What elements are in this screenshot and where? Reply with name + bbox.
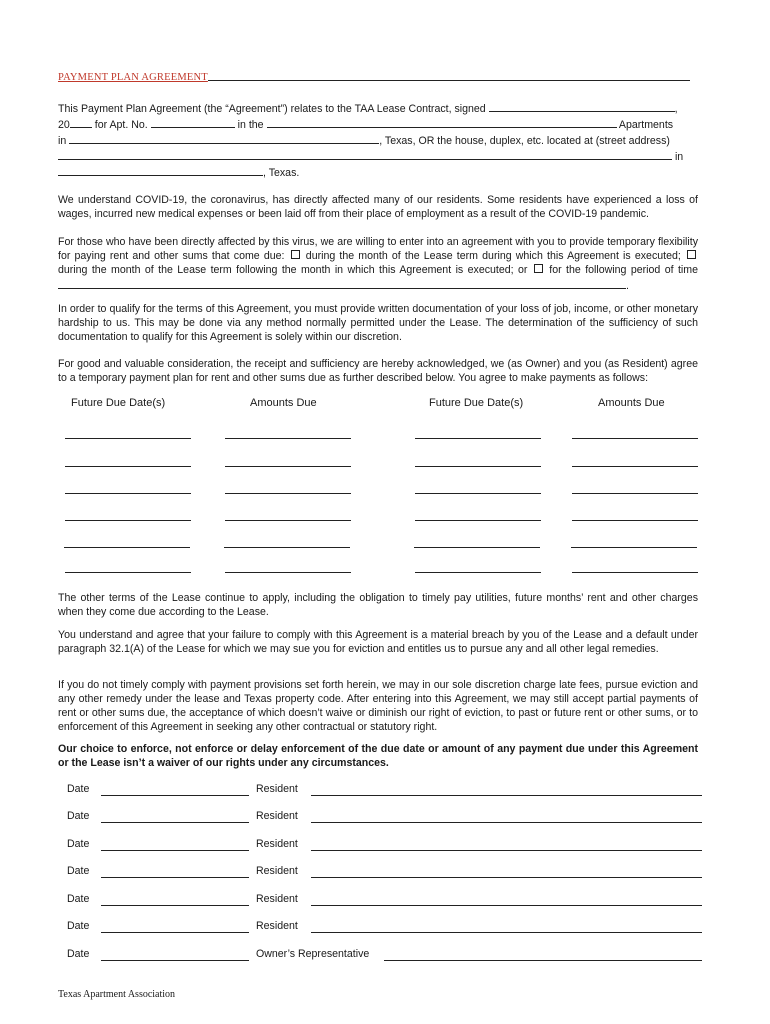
title-row — [58, 72, 690, 83]
texas-label: , Texas. — [263, 167, 300, 179]
signature-row — [67, 838, 692, 854]
due-date-field[interactable] — [65, 466, 191, 467]
texas-house-text: , Texas, OR the house, duplex, etc. located at (street address) — [379, 135, 670, 147]
due-date-field[interactable] — [415, 466, 541, 467]
apt-no-label: for Apt. No. — [94, 119, 148, 131]
intro-line-3 — [58, 132, 670, 148]
signature-field[interactable] — [311, 850, 702, 851]
party-label: Resident — [256, 810, 298, 822]
amount-field[interactable] — [224, 547, 350, 548]
city-field-2[interactable] — [58, 164, 263, 176]
due-date-field[interactable] — [65, 438, 191, 439]
date-label: Date — [67, 865, 90, 877]
due-date-field[interactable] — [415, 493, 541, 494]
terms-paragraph: The other terms of the Lease continue to apply, including the obligation to timely pay utilities, future months’ rent and other charges when they come due according to the Lease. — [58, 592, 698, 618]
breach-paragraph: You understand and agree that your failure to comply with this Agreement is a material breach by you of the Lease and a default under paragraph 32.1(A) of the Lease for which we may sue you for eviction and entitles us to pursue any and all other legal remedies. — [58, 629, 698, 655]
due-date-field[interactable] — [415, 520, 541, 521]
owner-representative-label: Owner’s Representative — [256, 948, 370, 960]
failure-paragraph: If you do not timely comply with payment provisions set forth herein, we may in our sole discretion charge late fees, pursue eviction and any other remedy under the lease and Texas property code. After entering into this Agreement, we may still accept partial payments of rent or other sums due, the acceptance of which doesn’t waive or diminish our right of eviction, to past or future rent or other sums, or to enforcement of this Agreement in seeking any other contractual or statutory right. — [58, 679, 698, 733]
col-header-future-due-1: Future Due Date(s) — [71, 397, 166, 409]
date-field[interactable] — [101, 822, 249, 823]
party-label: Resident — [256, 920, 298, 932]
period-end: . — [626, 280, 629, 292]
affected-text-c: during the month of the Lease term following the month in which this Agreement is executed; or — [58, 264, 528, 276]
checkbox-following-month[interactable] — [687, 250, 696, 259]
title-rule — [208, 80, 690, 81]
signature-field[interactable] — [311, 795, 702, 796]
affected-text-b: during the month of the Lease term during which this Agreement is executed; — [305, 250, 681, 262]
apt-no-field[interactable] — [151, 116, 235, 128]
amount-field[interactable] — [225, 466, 351, 467]
due-date-field[interactable] — [65, 493, 191, 494]
date-field[interactable] — [101, 932, 249, 933]
amount-field[interactable] — [571, 547, 697, 548]
amount-field[interactable] — [225, 493, 351, 494]
due-date-field[interactable] — [65, 572, 191, 573]
party-label: Resident — [256, 893, 298, 905]
amount-field[interactable] — [572, 520, 698, 521]
apartments-name-field[interactable] — [267, 116, 617, 128]
amount-field[interactable] — [572, 572, 698, 573]
amount-field[interactable] — [225, 572, 351, 573]
date-field[interactable] — [101, 850, 249, 851]
footer-organization: Texas Apartment Association — [58, 989, 176, 1000]
amount-field[interactable] — [572, 438, 698, 439]
signature-row — [67, 783, 692, 799]
year-prefix: 20 — [58, 119, 70, 131]
checkbox-period[interactable] — [534, 264, 543, 273]
affected-text-a: For those who have been directly affected by this virus, we are willing to enter into an agreement with you to provide temporary flexibility for paying rent and other sums that come due: — [58, 236, 698, 262]
date-field[interactable] — [101, 877, 249, 878]
col-header-future-due-2: Future Due Date(s) — [429, 397, 524, 409]
due-date-field[interactable] — [414, 547, 540, 548]
page-title: PAYMENT PLAN AGREEMENT — [58, 72, 208, 83]
period-of-time-field[interactable] — [58, 277, 626, 289]
choice-paragraph: Our choice to enforce, not enforce or delay enforcement of the due date or amount of any payment due under this Agreement or the Lease isn’t a waiver of our rights under any circumstances. — [58, 743, 698, 769]
col-header-amounts-due-2: Amounts Due — [598, 397, 665, 409]
party-label: Resident — [256, 838, 298, 850]
intro-line-1 — [58, 100, 678, 116]
intro-comma: , — [674, 103, 678, 115]
signature-row — [67, 865, 692, 881]
signature-row — [67, 920, 692, 936]
year-field[interactable] — [70, 116, 92, 128]
signature-field[interactable] — [311, 932, 702, 933]
lease-signed-date-field[interactable] — [489, 100, 675, 112]
due-date-field[interactable] — [64, 547, 190, 548]
amount-field[interactable] — [572, 466, 698, 467]
date-field[interactable] — [101, 960, 249, 961]
apartments-label: Apartments — [618, 119, 674, 131]
due-date-field[interactable] — [65, 520, 191, 521]
consideration-paragraph: For good and valuable consideration, the receipt and sufficiency are hereby acknowledged, we (as Owner) and you (as Resident) agree to a temporary payment plan for rent and other sums due as further described below. You agree to make payments as follows: — [58, 358, 698, 384]
amount-field[interactable] — [225, 520, 351, 521]
signature-row — [67, 893, 692, 909]
date-label: Date — [67, 783, 90, 795]
in-label: in — [58, 135, 67, 147]
date-field[interactable] — [101, 795, 249, 796]
date-label: Date — [67, 948, 90, 960]
amount-field[interactable] — [225, 438, 351, 439]
intro-text-1: This Payment Plan Agreement (the “Agreement”) relates to the TAA Lease Contract, signed — [58, 103, 486, 115]
owner-signature-field[interactable] — [384, 960, 702, 961]
date-label: Date — [67, 810, 90, 822]
signature-field[interactable] — [311, 905, 702, 906]
due-date-field[interactable] — [415, 438, 541, 439]
qualify-paragraph: In order to qualify for the terms of this Agreement, you must provide written documentation of your loss of job, income, or other monetary hardship to us. This may be done via any method normally permitted under the Lease. The determination of the sufficiency of such documentation to qualify for this Agreement is solely within our discretion. — [58, 303, 698, 343]
in-label-2: in — [674, 151, 684, 163]
signature-field[interactable] — [311, 822, 702, 823]
signature-row-owner — [67, 948, 692, 964]
amount-field[interactable] — [572, 493, 698, 494]
in-the-label: in the — [237, 119, 264, 131]
checkbox-current-month[interactable] — [291, 250, 300, 259]
due-date-field[interactable] — [415, 572, 541, 573]
col-header-amounts-due-1: Amounts Due — [250, 397, 317, 409]
date-label: Date — [67, 893, 90, 905]
party-label: Resident — [256, 783, 298, 795]
date-label: Date — [67, 920, 90, 932]
signature-row — [67, 810, 692, 826]
affected-paragraph — [58, 235, 698, 293]
date-label: Date — [67, 838, 90, 850]
intro-line-2 — [58, 116, 690, 132]
intro-line-4 — [58, 148, 683, 164]
covid-paragraph: We understand COVID-19, the coronavirus, has directly affected many of our residents. Some residents have experienced a loss of wages, incurred new medical expenses or been laid off from their place of employment as a result of the COVID-19 pandemic. — [58, 194, 698, 220]
affected-text-d: for the following period of time — [549, 264, 698, 276]
city-field[interactable] — [69, 132, 379, 144]
date-field[interactable] — [101, 905, 249, 906]
intro-line-5 — [58, 164, 299, 180]
street-address-field[interactable] — [58, 148, 672, 160]
party-label: Resident — [256, 865, 298, 877]
signature-field[interactable] — [311, 877, 702, 878]
